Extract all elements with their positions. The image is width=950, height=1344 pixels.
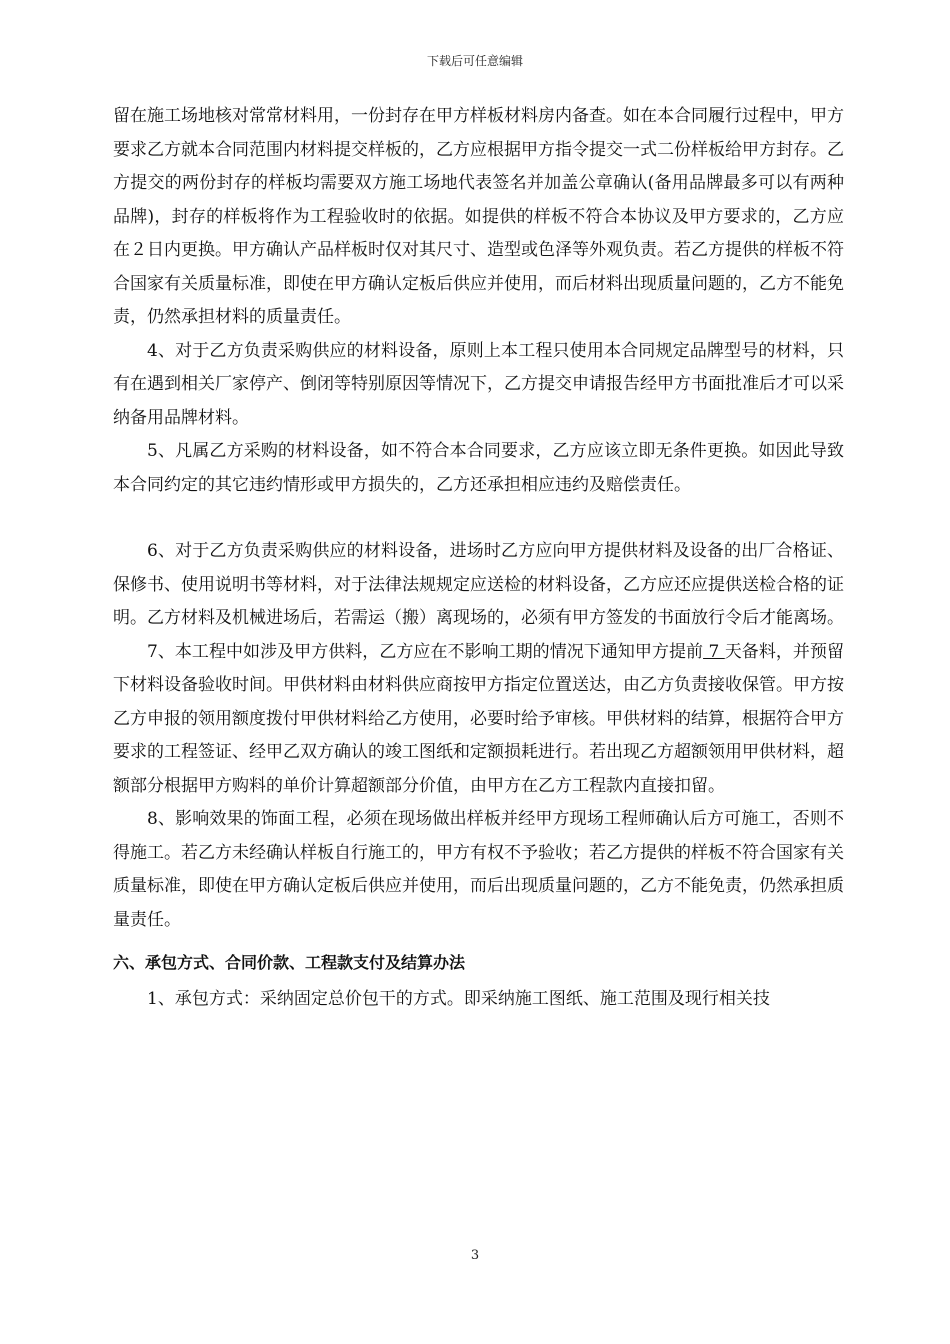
page-header: 下载后可任意编辑 [426, 54, 523, 68]
paragraph-item-8: 8、影响效果的饰面工程，必须在现场做出样板并经甲方现场工程师确认后方可施工，否则不得施工。若乙方未经确认样板自行施工的，甲方有权不予验收；若乙方提供的样板不符合国家有关质量标准，即使在甲方确认定板后供应并使用，而后出现质量问题的，乙方不能免责，仍然承担质量责任。 [113, 809, 844, 930]
paragraph-item-5: 5、凡属乙方采购的材料设备，如不符合本合同要求，乙方应该立即无条件更换。如因此导致本合同约定的其它违约情形或甲方损失的，乙方还承担相应违约及赔偿责任。 [113, 441, 844, 495]
paragraph-item-6: 6、对于乙方负责采购供应的材料设备，进场时乙方应向甲方提供材料及设备的出厂合格证、保修书、使用说明书等材料，对于法律法规规定应送检的材料设备，乙方应还应提供送检合格的证明。乙方材料及机械进场后，若需运（搬）离现场的，必须有甲方签发的书面放行令后才能离场。 [113, 541, 844, 628]
paragraph-item-7-lead: 7、本工程中如涉及甲方供料，乙方应在不影响工期的情况下通知甲方提前 [147, 641, 704, 662]
advance-notice-days: 7 [703, 641, 725, 662]
paragraph-item-7-rest: 天备料，并预留下材料设备验收时间。甲供材料由材料供应商按甲方指定位置送达，由乙方负责接收保管。甲方按乙方申报的领用额度拨付甲供材料给乙方使用，必要时给予审核。甲供材料的结算，根据符合甲方要求的工程签证、经甲乙双方确认的竣工图纸和定额损耗进行。若出现乙方超额领用甲供材料，超额部分根据甲方购料的单价计算超额部分价值，由甲方在乙方工程款内直接扣留。 [113, 641, 844, 796]
page-number: 3 [470, 1248, 480, 1263]
paragraph-item-4: 4、对于乙方负责采购供应的材料设备，原则上本工程只使用本合同规定品牌型号的材料，只有在遇到相关厂家停产、倒闭等特别原因等情况下，乙方提交申请报告经甲方书面批准后才可以采纳备用品牌材料。 [113, 340, 844, 428]
section-heading: 六、承包方式、合同价款、工程款支付及结算办法 [113, 953, 466, 972]
paragraph-item-7 [113, 636, 844, 804]
document-body [113, 100, 844, 1017]
paragraph-continued: 留在施工场地核对常常材料用，一份封存在甲方样板材料房内备查。如在本合同履行过程中，甲方要求乙方就本合同范围内材料提交样板的，乙方应根据甲方指令提交一式二份样板给甲方封存。乙方提交的两份封存的样板均需要双方施工场地代表签名并加盖公章确认(备用品牌最多可以有两种品牌)，封存的样板将作为工程验收时的依据。如提供的样板不符合本协议及甲方要求的，乙方应在２日内更换。甲方确认产品样板时仅对其尺寸、造型或色泽等外观负责。若乙方提供的样板不符合国家有关质量标准，即使在甲方确认定板后供应并使用，而后材料出现质量问题的，乙方不能免责，仍然承担材料的质量责任。 [113, 106, 844, 327]
section-paragraph-1: 1、承包方式：采纳固定总价包干的方式。即采纳施工图纸、施工范围及现行相关技 [147, 989, 770, 1009]
paragraph-spacer [113, 502, 844, 535]
